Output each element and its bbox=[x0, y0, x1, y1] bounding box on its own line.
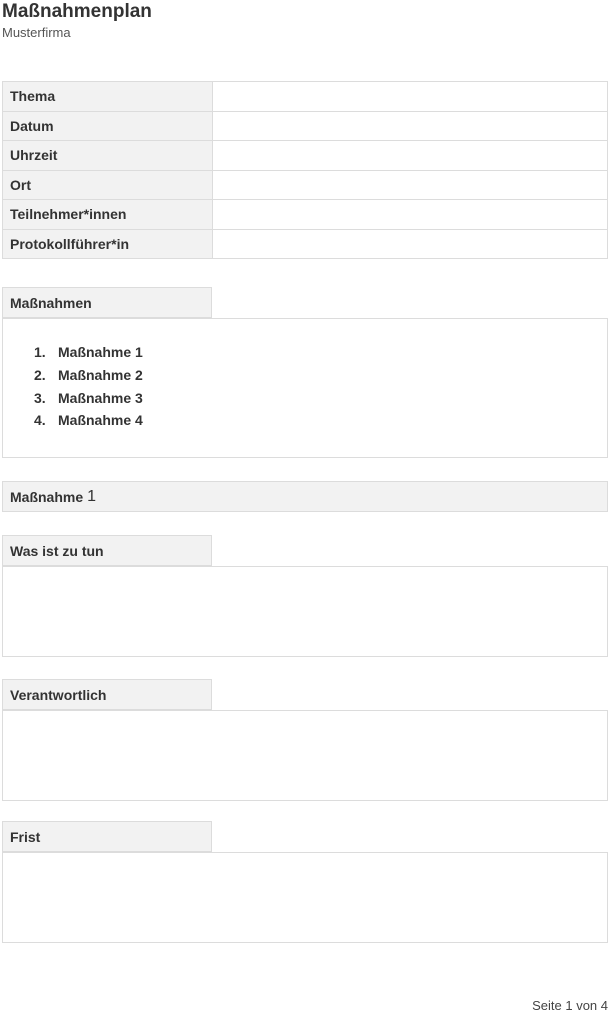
row-value-uhrzeit[interactable] bbox=[213, 141, 608, 171]
list-item bbox=[34, 386, 143, 409]
row-label-thema: Thema bbox=[3, 82, 213, 112]
row-label-uhrzeit: Uhrzeit bbox=[3, 141, 213, 171]
table-row bbox=[3, 111, 608, 141]
list-item-number: 1. bbox=[34, 344, 46, 361]
page-number: Seite 1 von 4 bbox=[532, 998, 608, 1013]
table-row bbox=[3, 200, 608, 230]
field-value-was-ist-zu-tun[interactable] bbox=[2, 566, 608, 657]
row-value-datum[interactable] bbox=[213, 111, 608, 141]
row-value-teilnehmer[interactable] bbox=[213, 200, 608, 230]
list-item-label: Maßnahme 1 bbox=[58, 344, 143, 361]
row-value-ort[interactable] bbox=[213, 170, 608, 200]
measures-list-box bbox=[2, 318, 608, 458]
measure-detail-heading bbox=[2, 481, 608, 512]
list-item-label: Maßnahme 4 bbox=[58, 412, 143, 429]
list-item-label: Maßnahme 2 bbox=[58, 367, 143, 384]
row-label-teilnehmer: Teilnehmer*innen bbox=[3, 200, 213, 230]
meeting-info-table bbox=[2, 81, 608, 259]
measures-heading: Maßnahmen bbox=[2, 287, 212, 318]
row-value-protokollfuehrer[interactable] bbox=[213, 229, 608, 259]
row-label-ort: Ort bbox=[3, 170, 213, 200]
table-row bbox=[3, 82, 608, 112]
list-item bbox=[34, 364, 143, 387]
table-row bbox=[3, 229, 608, 259]
list-item-number: 2. bbox=[34, 367, 46, 384]
row-label-datum: Datum bbox=[3, 111, 213, 141]
table-row bbox=[3, 170, 608, 200]
field-label-verantwortlich: Verantwortlich bbox=[2, 679, 212, 710]
measure-heading-number: 1 bbox=[87, 487, 97, 505]
row-value-thema[interactable] bbox=[213, 82, 608, 112]
field-value-frist[interactable] bbox=[2, 852, 608, 943]
list-item-label: Maßnahme 3 bbox=[58, 389, 143, 406]
field-value-verantwortlich[interactable] bbox=[2, 710, 608, 801]
company-name: Musterfirma bbox=[2, 25, 71, 40]
measures-list bbox=[34, 341, 143, 432]
list-item-number: 3. bbox=[34, 389, 46, 406]
document-title: Maßnahmenplan bbox=[2, 1, 152, 22]
field-label-was-ist-zu-tun: Was ist zu tun bbox=[2, 535, 212, 566]
row-label-protokollfuehrer: Protokollführer*in bbox=[3, 229, 213, 259]
table-row bbox=[3, 141, 608, 171]
list-item-number: 4. bbox=[34, 412, 46, 429]
measure-heading-text: Maßnahme bbox=[10, 488, 84, 505]
list-item bbox=[34, 341, 143, 364]
list-item bbox=[34, 409, 143, 432]
field-label-frist: Frist bbox=[2, 821, 212, 852]
